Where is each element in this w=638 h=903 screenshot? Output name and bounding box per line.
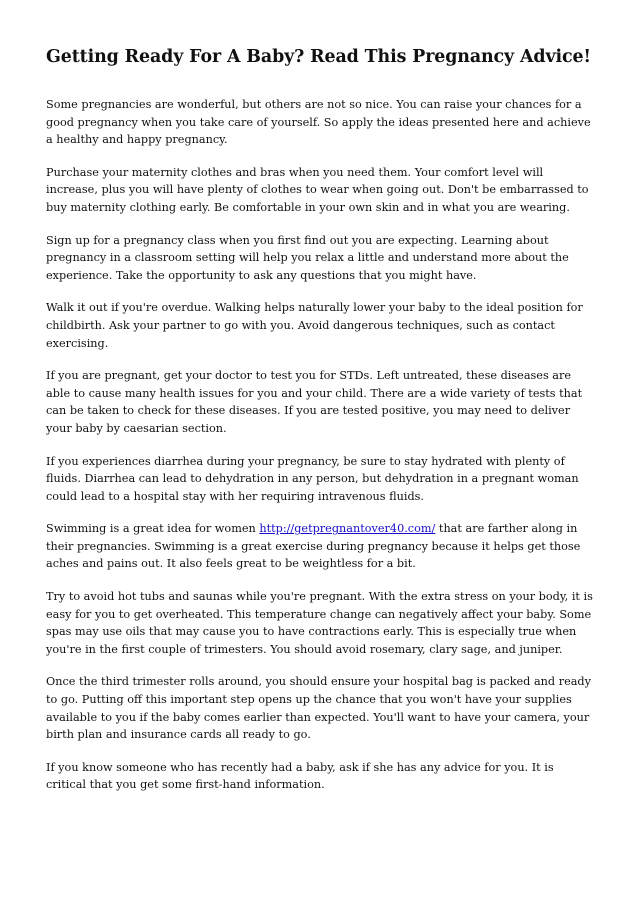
paragraph-advice: If you know someone who has recently had a baby, ask if she has any advice for you. It is critical that you get some first-hand information. [46, 760, 554, 792]
paragraph-maternity-clothes: Purchase your maternity clothes and bras when you need them. Your comfort level will increase, plus you will have plenty of clothes to wear when going out. Don't be embarrassed to buy maternity clothing early. Be comfortable in your own skin and in what you are wearing. [46, 165, 589, 214]
paragraph-diarrhea: If you experiences diarrhea during your pregnancy, be sure to stay hydrated with plenty of fluids. Diarrhea can lead to dehydration in any person, but dehydration in a pregnant woman could lead to a hospital stay with her requiring intravenous fluids. [46, 454, 579, 503]
paragraph-hot-tubs: Try to avoid hot tubs and saunas while you're pregnant. With the extra stress on your body, it is easy for you to get overheated. This temperature change can negatively affect your baby. Some spas may use oils that may cause you to have contractions early. This is especially true when you're in the first couple of trimesters. You should avoid rosemary, clary sage, and juniper. [46, 590, 593, 656]
paragraph-hospital-bag: Once the third trimester rolls around, you should ensure your hospital bag is packed and ready to go. Putting off this important step opens up the chance that you won't have your supplies available to you if the baby comes earlier than expected. You'll want to have your camera, your birth plan and insurance cards all ready to go. [46, 675, 591, 742]
paragraph-std-test: If you are pregnant, get your doctor to test you for STDs. Left untreated, these diseases are able to cause many health issues for you and your child. There are a wide variety of tests that can be taken to check for these diseases. If you are tested positive, you may need to deliver your baby by caesarian section. [46, 369, 583, 435]
swimming-text-after: that are farther along in their pregnancies. Swimming is a great exercise during pregnancy because it helps get those aches and pains out. It also feels great to be weightless for a bit. [46, 522, 581, 571]
document-page [46, 44, 594, 809]
paragraph-swimming [46, 520, 594, 573]
paragraph-intro: Some pregnancies are wonderful, but others are not so nice. You can raise your chances for a good pregnancy when you take care of yourself. So apply the ideas presented here and achieve a healthy and happy pregnancy. [46, 98, 591, 147]
page-title: Getting Ready For A Baby? Read This Pregnancy Advice! [46, 47, 591, 67]
pregnancy-link[interactable]: http://getpregnantover40.com/ [259, 522, 436, 536]
paragraph-walk-it-out: Walk it out if you're overdue. Walking helps naturally lower your baby to the ideal position for childbirth. Ask your partner to go with you. Avoid dangerous techniques, such as contact exercising. [46, 301, 583, 350]
swimming-text-before: Swimming is a great idea for women [46, 522, 260, 536]
paragraph-pregnancy-class: Sign up for a pregnancy class when you first find out you are expecting. Learning about pregnancy in a classroom setting will help you relax a little and understand more about the experience. Take the opportunity to ask any questions that you might have. [46, 233, 569, 282]
